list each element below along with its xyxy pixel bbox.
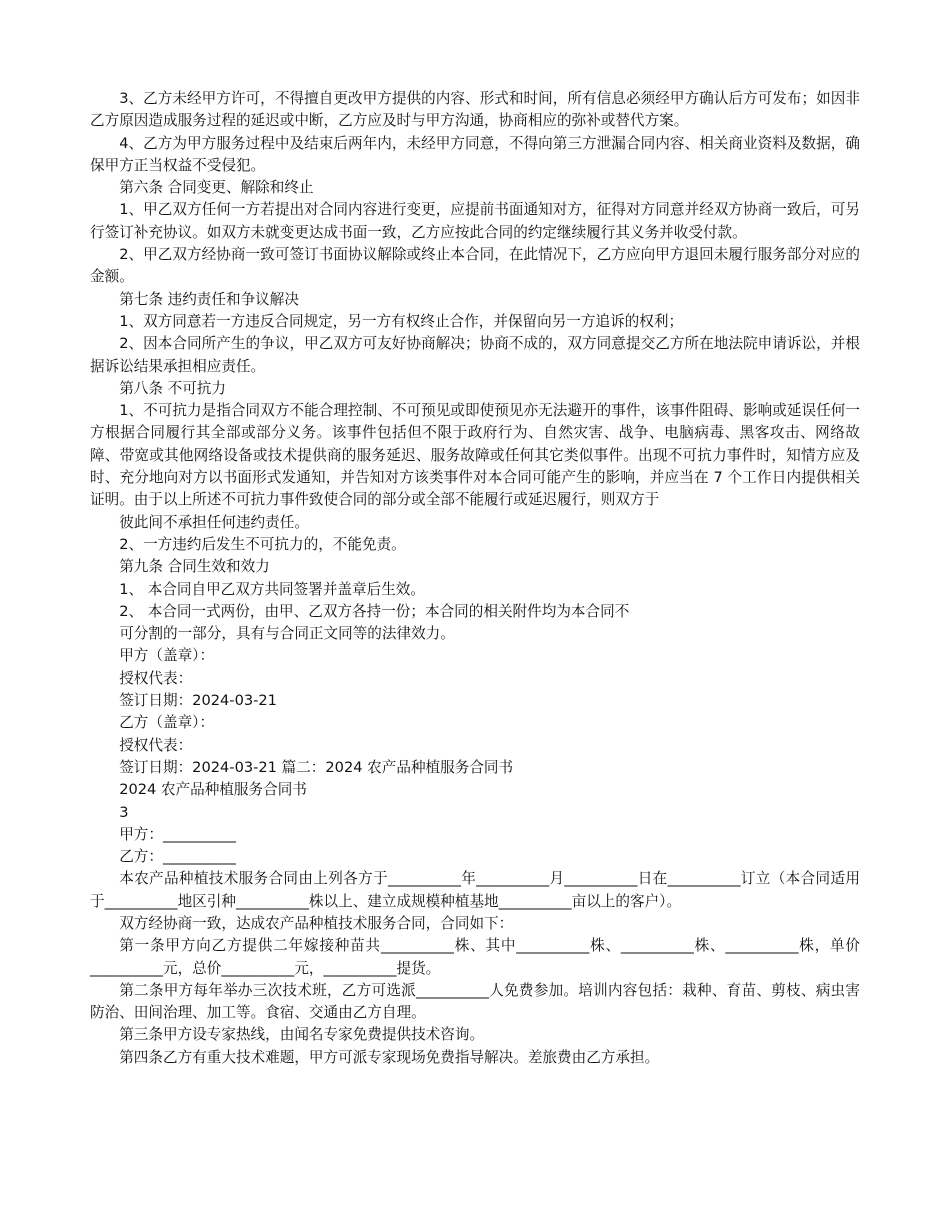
paragraph: 4、乙方为甲方服务过程中及结束后两年内，未经甲方同意，不得向第三方泄漏合同内容、相关商业资料及数据，确保甲方正当权益不受侵犯。 xyxy=(90,134,860,174)
paragraph: 第三条甲方设专家热线，由闻名专家免费提供技术咨询。 xyxy=(119,1026,485,1044)
paragraph: 第二条甲方每年举办三次技术班，乙方可选派__________人免费参加。培训内容包括：栽种、育苗、剪枝、病虫害防治、田间治理、加工等。食宿、交通由乙方自理。 xyxy=(90,981,860,1022)
paragraph: 2、一方违约后发生不可抗力的，不能免责。 xyxy=(119,535,406,553)
paragraph: 2024 农产品种植服务合同书 xyxy=(119,781,307,799)
paragraph: 1、甲乙双方任何一方若提出对合同内容进行变更，应提前书面通知对方，征得对方同意并经双方协商一致后，可另行签订补充协议。如双方未就变更达成书面一致，乙方应按此合同的约定继续履行其义务并收受付款。 xyxy=(90,201,860,241)
paragraph: 第八条 不可抗力 xyxy=(119,379,226,397)
paragraph: 2、 本合同一式两份，由甲、乙双方各持一份；本合同的相关附件均为本合同不 xyxy=(119,602,630,620)
paragraph: 授权代表： xyxy=(119,736,193,754)
paragraph: 第六条 合同变更、解除和终止 xyxy=(119,179,314,197)
paragraph: 第四条乙方有重大技术难题，甲方可派专家现场免费指导解决。差旅费由乙方承担。 xyxy=(119,1048,660,1066)
paragraph: 乙方（盖章）： xyxy=(119,714,215,732)
paragraph: 第七条 违约责任和争议解决 xyxy=(119,290,299,308)
paragraph: 签订日期：2024-03-21 xyxy=(119,692,277,710)
paragraph: 2、甲乙双方经协商一致可签订书面协议解除或终止本合同，在此情况下，乙方应向甲方退回未履行服务部分对应的金额。 xyxy=(90,246,860,286)
paragraph: 乙方：__________ xyxy=(119,848,236,866)
paragraph: 1、不可抗力是指合同双方不能合理控制、不可预见或即使预见亦无法避开的事件，该事件阻碍、影响或延误任何一方根据合同履行其全部或部分义务。该事件包括但不限于政府行为、自然灾害、战争、电脑病毒、黑客攻击、网络故障、带宽或其他网络设备或技术提供商的服务延迟、服务故障或任何其它类似事件。出现不可抗力事件时，知情方应及时、充分地向对方以书面形式发通知，并告知对方该类事件对本合同可能产生的影响，并应当在 7 个工作日内提供相关证明。由于以上所述不可抗力事件致使合同的部分或全部不能履行或延迟履行，则双方于 xyxy=(90,402,860,509)
paragraph: 1、双方同意若一方违反合同规定，另一方有权终止合作，并保留向另一方追诉的权利； xyxy=(119,312,684,330)
paragraph: 甲方：__________ xyxy=(119,825,236,843)
paragraph: 第九条 合同生效和效力 xyxy=(119,558,270,576)
paragraph: 授权代表： xyxy=(119,669,193,687)
paragraph: 3、乙方未经甲方许可，不得擅自更改甲方提供的内容、形式和时间，所有信息必须经甲方确认后方可发布；如因非乙方原因造成服务过程的延迟或中断，乙方应及时与甲方沟通，协商相应的弥补或替代方案。 xyxy=(90,90,860,130)
paragraph: 本农产品种植技术服务合同由上列各方于__________年__________月__________日在__________订立（本合同适用于__________地区引种__________株以上、建立成规模种植基地__________亩以上的客户）。 xyxy=(90,870,860,910)
contract-document xyxy=(90,88,860,1069)
paragraph: 甲方（盖章）： xyxy=(119,647,215,665)
paragraph: 3 xyxy=(119,803,129,821)
paragraph: 彼此间不承担任何违约责任。 xyxy=(119,513,309,531)
paragraph: 第一条甲方向乙方提供二年嫁接种苗共__________株、其中__________株、__________株、__________株，单价__________元，总价__________元，__________提货。 xyxy=(90,937,860,977)
paragraph: 签订日期：2024-03-21 篇二：2024 农产品种植服务合同书 xyxy=(119,758,514,776)
paragraph: 双方经协商一致，达成农产品种植技术服务合同，合同如下： xyxy=(119,914,514,932)
paragraph: 可分割的一部分，具有与合同正文同等的法律效力。 xyxy=(119,625,455,643)
paragraph: 1、 本合同自甲乙双方共同签署并盖章后生效。 xyxy=(119,580,425,598)
paragraph: 2、因本合同所产生的争议，甲乙双方可友好协商解决；协商不成的，双方同意提交乙方所在地法院申请诉讼，并根据诉讼结果承担相应责任。 xyxy=(90,335,860,375)
